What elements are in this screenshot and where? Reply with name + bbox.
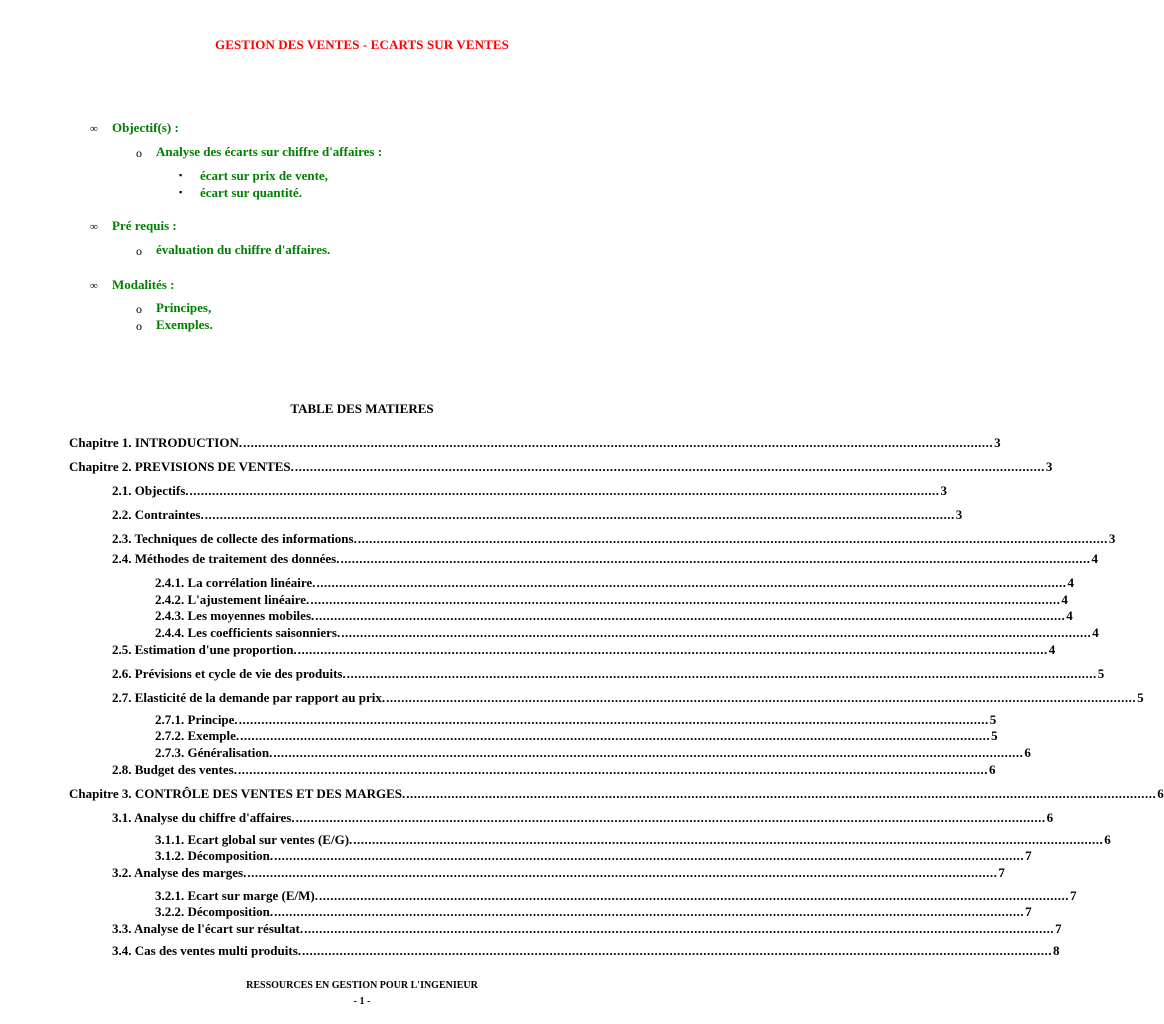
- toc-entry-page: 5: [989, 712, 997, 727]
- toc-entry[interactable]: [155, 745, 1031, 760]
- infinity-bullet-icon: ∞: [90, 123, 98, 135]
- toc-entry[interactable]: [155, 625, 1099, 640]
- toc-entry-page: 8: [1053, 943, 1060, 958]
- toc-entry-page: 4: [1091, 551, 1098, 566]
- page-number: - 1 -: [353, 996, 371, 1007]
- toc-entry-page: 4: [1066, 608, 1073, 623]
- toc-entry-label: 2.8. Budget des ventes.: [112, 762, 237, 777]
- toc-leader-dots: ........................................................................................................................................................................................................: [274, 848, 1025, 863]
- toc-leader-dots: ........................................................................................................................................................................................................: [302, 943, 1053, 958]
- footer-text: RESSOURCES EN GESTION POUR L'INGENIEUR: [246, 980, 478, 991]
- toc-entry-page: 4: [1092, 625, 1099, 640]
- toc-entry-label: 2.7.3. Généralisation.: [155, 745, 273, 760]
- toc-leader-dots: ........................................................................................................................................................................................................: [189, 483, 940, 498]
- toc-entry-label: 3.1.1. Ecart global sur ventes (E/G).: [155, 832, 353, 847]
- toc-entry-page: 3: [1108, 531, 1116, 546]
- square-bullet-icon: ▪: [179, 170, 183, 180]
- toc-entry[interactable]: [112, 642, 1056, 657]
- toc-entry-label: 2.4.3. Les moyennes mobiles.: [155, 608, 315, 623]
- toc-leader-dots: ........................................................................................................................................................................................................: [243, 435, 994, 450]
- objectives-label: Objectif(s) :: [112, 120, 179, 135]
- toc-entry-label: 3.1.2. Décomposition.: [155, 848, 274, 863]
- toc-leader-dots: ........................................................................................................................................................................................................: [240, 728, 991, 743]
- toc-entry[interactable]: [112, 551, 1098, 566]
- toc-entry-page: 3: [940, 483, 948, 498]
- prerequisites-label: Pré requis :: [112, 218, 177, 233]
- toc-entry-page: 7: [998, 865, 1005, 880]
- toc-entry-page: 5: [991, 728, 998, 743]
- toc-entry[interactable]: [155, 848, 1032, 863]
- infinity-bullet-icon: ∞: [90, 221, 98, 233]
- toc-leader-dots: ........................................................................................................................................................................................................: [304, 921, 1055, 936]
- toc-entry[interactable]: [112, 483, 948, 498]
- toc-leader-dots: ........................................................................................................................................................................................................: [341, 625, 1092, 640]
- toc-entry-page: 4: [1048, 642, 1056, 657]
- infinity-bullet-icon: ∞: [90, 280, 98, 292]
- toc-entry-label: 2.4. Méthodes de traitement des données.: [112, 551, 340, 566]
- toc-entry-label: 3.4. Cas des ventes multi produits.: [112, 943, 302, 958]
- toc-entry[interactable]: [155, 904, 1032, 919]
- toc-entry-label: 2.7.1. Principe.: [155, 712, 238, 727]
- toc-entry-page: 5: [1137, 690, 1144, 705]
- toc-entry-label: 2.7.2. Exemple.: [155, 728, 240, 743]
- toc-leader-dots: ........................................................................................................................................................................................................: [386, 690, 1137, 705]
- toc-entry[interactable]: [112, 507, 963, 522]
- toc-entry[interactable]: [112, 666, 1105, 681]
- toc-entry[interactable]: [112, 690, 1144, 705]
- toc-leader-dots: ........................................................................................................................................................................................................: [238, 712, 989, 727]
- toc-entry-label: 3.3. Analyse de l'écart sur résultat.: [112, 921, 304, 936]
- toc-leader-dots: ........................................................................................................................................................................................................: [274, 904, 1025, 919]
- toc-entry-page: 7: [1069, 888, 1077, 903]
- objectives-subitem: écart sur prix de vente,: [200, 168, 328, 183]
- toc-entry-label: Chapitre 3. CONTRÔLE DES VENTES ET DES MARGES.: [69, 786, 406, 801]
- toc-entry[interactable]: [69, 459, 1053, 474]
- toc-entry[interactable]: [155, 832, 1111, 847]
- toc-entry-page: 6: [1046, 810, 1054, 825]
- toc-entry-label: 2.4.4. Les coefficients saisonniers.: [155, 625, 341, 640]
- toc-entry[interactable]: [112, 531, 1116, 546]
- toc-leader-dots: ........................................................................................................................................................................................................: [310, 592, 1061, 607]
- toc-entry[interactable]: [112, 865, 1005, 880]
- toc-entry-page: 3: [955, 507, 963, 522]
- toc-entry-label: 3.2.2. Décomposition.: [155, 904, 274, 919]
- toc-entry-page: 7: [1055, 921, 1062, 936]
- toc-entry-label: 2.6. Prévisions et cycle de vie des produits.: [112, 666, 346, 681]
- toc-entry-page: 6: [1104, 832, 1111, 847]
- toc-entry-page: 4: [1061, 592, 1068, 607]
- toc-entry-label: Chapitre 2. PREVISIONS DE VENTES.: [69, 459, 294, 474]
- modalities-item: Exemples.: [156, 317, 213, 332]
- toc-entry-page: 6: [1157, 786, 1164, 801]
- toc-entry-label: 2.2. Contraintes.: [112, 507, 204, 522]
- toc-entry-label: 2.1. Objectifs.: [112, 483, 189, 498]
- toc-leader-dots: ........................................................................................................................................................................................................: [346, 666, 1097, 681]
- toc-entry[interactable]: [155, 608, 1073, 623]
- toc-entry-label: 2.4.1. La corrélation linéaire.: [155, 575, 316, 590]
- toc-entry-label: 3.1. Analyse du chiffre d'affaires.: [112, 810, 295, 825]
- objectives-subitem: écart sur quantité.: [200, 185, 302, 200]
- toc-entry[interactable]: [112, 943, 1060, 958]
- toc-leader-dots: ........................................................................................................................................................................................................: [297, 642, 1048, 657]
- toc-leader-dots: ........................................................................................................................................................................................................: [294, 459, 1045, 474]
- toc-leader-dots: ........................................................................................................................................................................................................: [318, 888, 1069, 903]
- toc-leader-dots: ........................................................................................................................................................................................................: [295, 810, 1046, 825]
- circle-bullet-icon: o: [136, 302, 142, 316]
- circle-bullet-icon: o: [136, 319, 142, 333]
- circle-bullet-icon: o: [136, 244, 142, 258]
- circle-bullet-icon: o: [136, 146, 142, 160]
- toc-entry[interactable]: [69, 786, 1164, 801]
- toc-entry[interactable]: [69, 435, 1001, 450]
- toc-entry[interactable]: [155, 888, 1077, 903]
- toc-entry-page: 3: [994, 435, 1001, 450]
- objectives-item: Analyse des écarts sur chiffre d'affaires :: [156, 144, 383, 159]
- toc-leader-dots: ........................................................................................................................................................................................................: [247, 865, 998, 880]
- toc-entry[interactable]: [155, 728, 998, 743]
- square-bullet-icon: ▪: [179, 187, 183, 197]
- toc-entry[interactable]: [112, 921, 1062, 936]
- toc-entry-page: 7: [1025, 848, 1032, 863]
- toc-entry-label: 3.2. Analyse des marges.: [112, 865, 247, 880]
- toc-entry[interactable]: [155, 575, 1074, 590]
- prerequisites-item: évaluation du chiffre d'affaires.: [156, 242, 331, 257]
- toc-entry-label: 2.7. Elasticité de la demande par rapport au prix.: [112, 690, 386, 705]
- toc-entry-label: Chapitre 1. INTRODUCTION.: [69, 435, 243, 450]
- toc-entry-page: 6: [1024, 745, 1031, 760]
- toc-leader-dots: ........................................................................................................................................................................................................: [315, 608, 1066, 623]
- toc-entry-label: 2.4.2. L'ajustement linéaire.: [155, 592, 310, 607]
- toc-leader-dots: ........................................................................................................................................................................................................: [406, 786, 1157, 801]
- toc-entry-page: 3: [1045, 459, 1053, 474]
- toc-entry-page: 4: [1067, 575, 1074, 590]
- toc-leader-dots: ........................................................................................................................................................................................................: [340, 551, 1091, 566]
- toc-entry-page: 5: [1097, 666, 1105, 681]
- toc-entry[interactable]: [112, 810, 1054, 825]
- toc-entry-page: 7: [1025, 904, 1032, 919]
- toc-entry[interactable]: [112, 762, 996, 777]
- toc-entry-label: 3.2.1. Ecart sur marge (E/M).: [155, 888, 318, 903]
- toc-entry-label: 2.3. Techniques de collecte des informations.: [112, 531, 357, 546]
- toc-entry[interactable]: [155, 592, 1068, 607]
- toc-entry-label: 2.5. Estimation d'une proportion.: [112, 642, 297, 657]
- toc-entry-page: 6: [988, 762, 996, 777]
- toc-leader-dots: ........................................................................................................................................................................................................: [237, 762, 988, 777]
- modalities-label: Modalités :: [112, 277, 175, 292]
- toc-leader-dots: ........................................................................................................................................................................................................: [316, 575, 1067, 590]
- modalities-item: Principes,: [156, 300, 212, 315]
- toc-entry[interactable]: [155, 712, 997, 727]
- toc-leader-dots: ........................................................................................................................................................................................................: [273, 745, 1024, 760]
- toc-leader-dots: ........................................................................................................................................................................................................: [204, 507, 955, 522]
- page-title: GESTION DES VENTES - ECARTS SUR VENTES: [214, 37, 509, 52]
- toc-leader-dots: ........................................................................................................................................................................................................: [353, 832, 1104, 847]
- toc-title: TABLE DES MATIERES: [290, 401, 434, 416]
- toc-leader-dots: ........................................................................................................................................................................................................: [357, 531, 1108, 546]
